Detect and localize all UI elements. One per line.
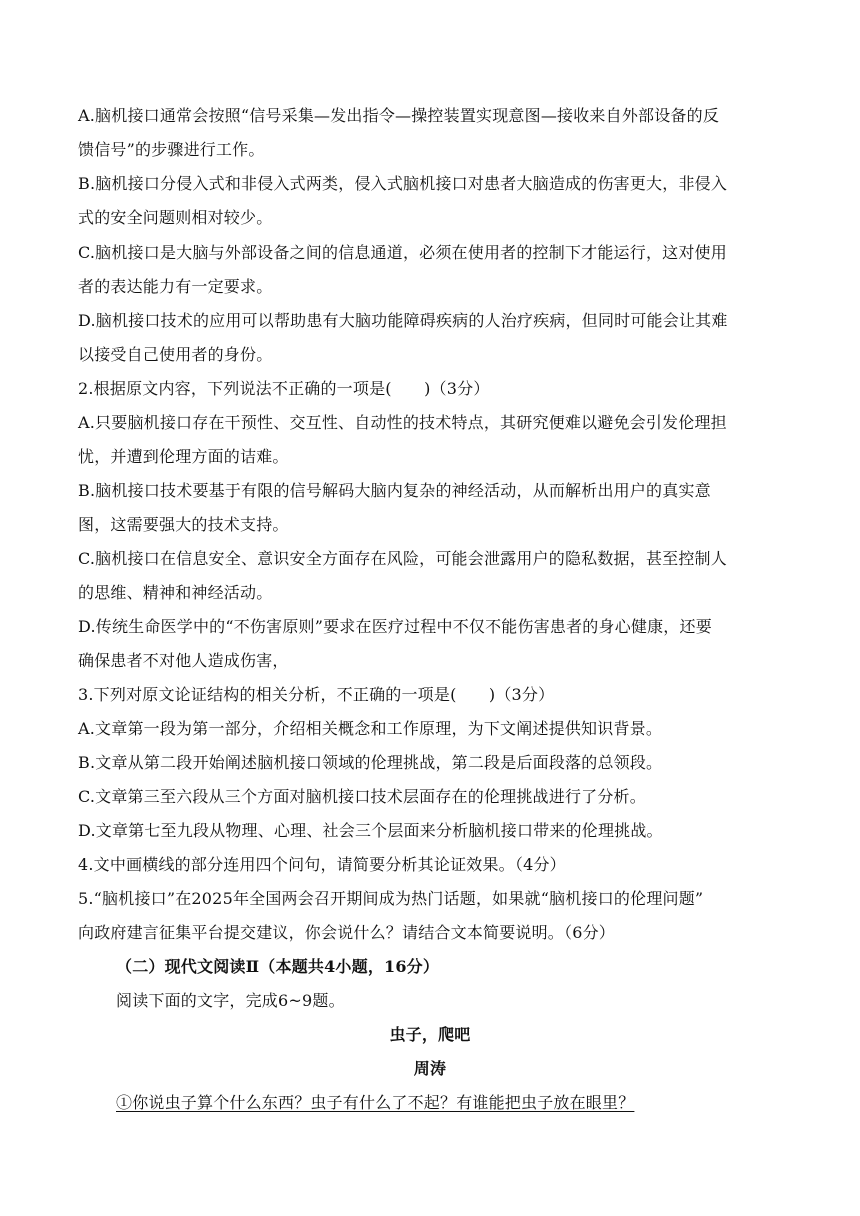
- q3-option-d: D.文章第七至九段从物理、心理、社会三个层面来分析脑机接口带来的伦理挑战。: [78, 821, 663, 840]
- reading-instruction: 阅读下面的文字，完成6~9题。: [116, 991, 345, 1010]
- q3-option-c: C.文章第三至六段从三个方面对脑机接口技术层面存在的伦理挑战进行了分析。: [78, 787, 646, 806]
- q1-option-a-line1: A.脑机接口通常会按照“信号采集—发出指令—操控装置实现意图—接收来自外部设备的反: [78, 106, 720, 125]
- q5-stem-line2: 向政府建言征集平台提交建议，你会说什么？请结合文本简要说明。（6分）: [78, 923, 615, 942]
- q3-option-a: A.文章第一段为第一部分，介绍相关概念和工作原理，为下文阐述提供知识背景。: [78, 719, 663, 738]
- article-author: 周涛: [413, 1059, 447, 1078]
- q3-option-b: B.文章从第二段开始阐述脑机接口领域的伦理挑战，第二段是后面段落的总领段。: [78, 753, 663, 772]
- q2-stem: 2.根据原文内容，下列说法不正确的一项是( )（3分）: [78, 379, 490, 398]
- q1-option-d-line2: 以接受自己使用者的身份。: [78, 345, 273, 364]
- q2-option-a-line2: 忧，并遭到伦理方面的诘难。: [78, 447, 289, 466]
- q1-option-c-line1: C.脑机接口是大脑与外部设备之间的信息通道，必须在使用者的控制下才能运行，这对使用: [78, 243, 727, 262]
- q1-option-d-line1: D.脑机接口技术的应用可以帮助患有大脑功能障碍疾病的人治疗疾病，但同时可能会让其难: [78, 311, 728, 330]
- q2-option-d-line2: 确保患者不对他人造成伤害，: [78, 651, 289, 670]
- q4-stem: 4.文中画横线的部分连用四个问句，请简要分析其论证效果。（4分）: [78, 855, 566, 874]
- q2-option-c-line2: 的思维、精神和神经活动。: [78, 583, 273, 602]
- q1-option-b-line2: 式的安全问题则相对较少。: [78, 208, 273, 227]
- q2-option-b-line1: B.脑机接口技术要基于有限的信号解码大脑内复杂的神经活动，从而解析出用户的真实意: [78, 481, 711, 500]
- q1-option-c-line2: 者的表达能力有一定要求。: [78, 277, 273, 296]
- q2-option-c-line1: C.脑机接口在信息安全、意识安全方面存在风险，可能会泄露用户的隐私数据，甚至控制人: [78, 549, 727, 568]
- q2-option-b-line2: 图，这需要强大的技术支持。: [78, 515, 289, 534]
- q1-option-b-line1: B.脑机接口分侵入式和非侵入式两类，侵入式脑机接口对患者大脑造成的伤害更大，非侵入: [78, 174, 728, 193]
- q2-option-d-line1: D.传统生命医学中的“不伤害原则”要求在医疗过程中不仅不能伤害患者的身心健康，还要: [78, 617, 712, 636]
- article-title: 虫子，爬吧: [389, 1025, 471, 1044]
- q3-stem: 3.下列对原文论证结构的相关分析，不正确的一项是( )（3分）: [78, 685, 555, 704]
- q2-option-a-line1: A.只要脑机接口存在干预性、交互性、自动性的技术特点，其研究便难以避免会引发伦理担: [78, 413, 727, 432]
- q1-option-a-line2: 馈信号”的步骤进行工作。: [78, 140, 265, 159]
- article-paragraph-1: ①你说虫子算个什么东西？虫子有什么了不起？有谁能把虫子放在眼里？: [116, 1093, 635, 1112]
- section-heading: （二）现代文阅读Ⅱ（本题共4小题，16分）: [116, 957, 440, 976]
- q5-stem-line1: 5.“脑机接口”在2025年全国两会召开期间成为热门话题，如果就“脑机接口的伦理问题”: [78, 889, 704, 908]
